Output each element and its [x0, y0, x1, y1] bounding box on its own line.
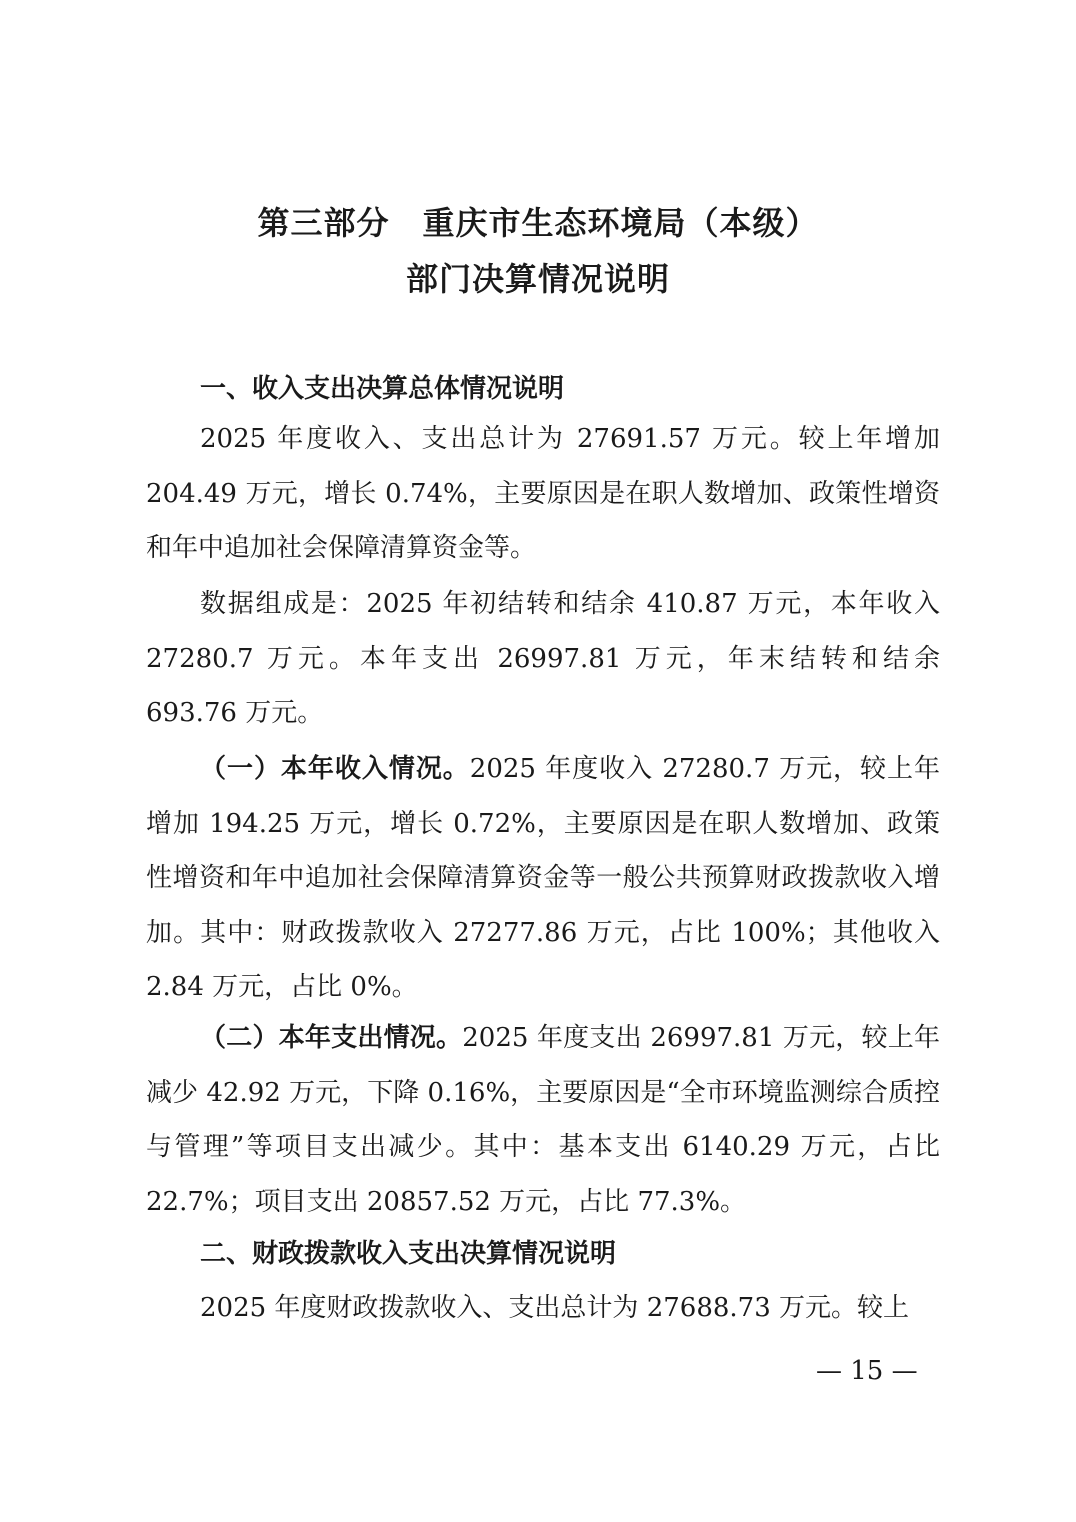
expense-text: 2025 年度支出 26997.81 万元，较上年减少 42.92 万元，下降 0.16%，主要原因是“全市环境监测综合质控与管理”等项目支出减少。其中：基本支出 6140.29 万元，占比 22.7%；项目支出 20857.52 万元，占比 77.3%。 [146, 1023, 940, 1217]
document-title-line2: 部门决算情况说明 [405, 260, 670, 298]
income-text: 2025 年度收入 27280.7 万元，较上年增加 194.25 万元，增长 0.72%，主要原因是在职人数增加、政策性增资和年中追加社会保障清算资金等一般公共预算财政拨款收入增加。其中：财政拨款收入 27277.86 万元，占比 100%；其他收入 2.84 万元，占比 0%。 [146, 754, 940, 1003]
expense-paragraph [146, 1011, 940, 1229]
page-number: — 15 — [816, 1356, 918, 1386]
income-paragraph [146, 742, 940, 1015]
section1-paragraph-totals: 2025 年度收入、支出总计为 27691.57 万元。较上年增加 204.49 万元，增长 0.74%，主要原因是在职人数增加、政策性增资和年中追加社会保障清算资金等。 [146, 424, 940, 564]
document-title-line1: 第三部分 重庆市生态环境局（本级） [257, 204, 819, 242]
expense-lead: （二）本年支出情况。 [200, 1023, 463, 1053]
section2-heading: 二、财政拨款收入支出决算情况说明 [200, 1239, 617, 1269]
section1-paragraph-composition: 数据组成是：2025 年初结转和结余 410.87 万元，本年收入 27280.7 万元。本年支出 26997.81 万元，年末结转和结余 693.76 万元。 [146, 589, 940, 729]
section2-paragraph-totals: 2025 年度财政拨款收入、支出总计为 27688.73 万元。较上 [200, 1293, 910, 1323]
section1-heading: 一、收入支出决算总体情况说明 [200, 374, 565, 404]
income-lead: （一）本年收入情况。 [200, 754, 470, 784]
